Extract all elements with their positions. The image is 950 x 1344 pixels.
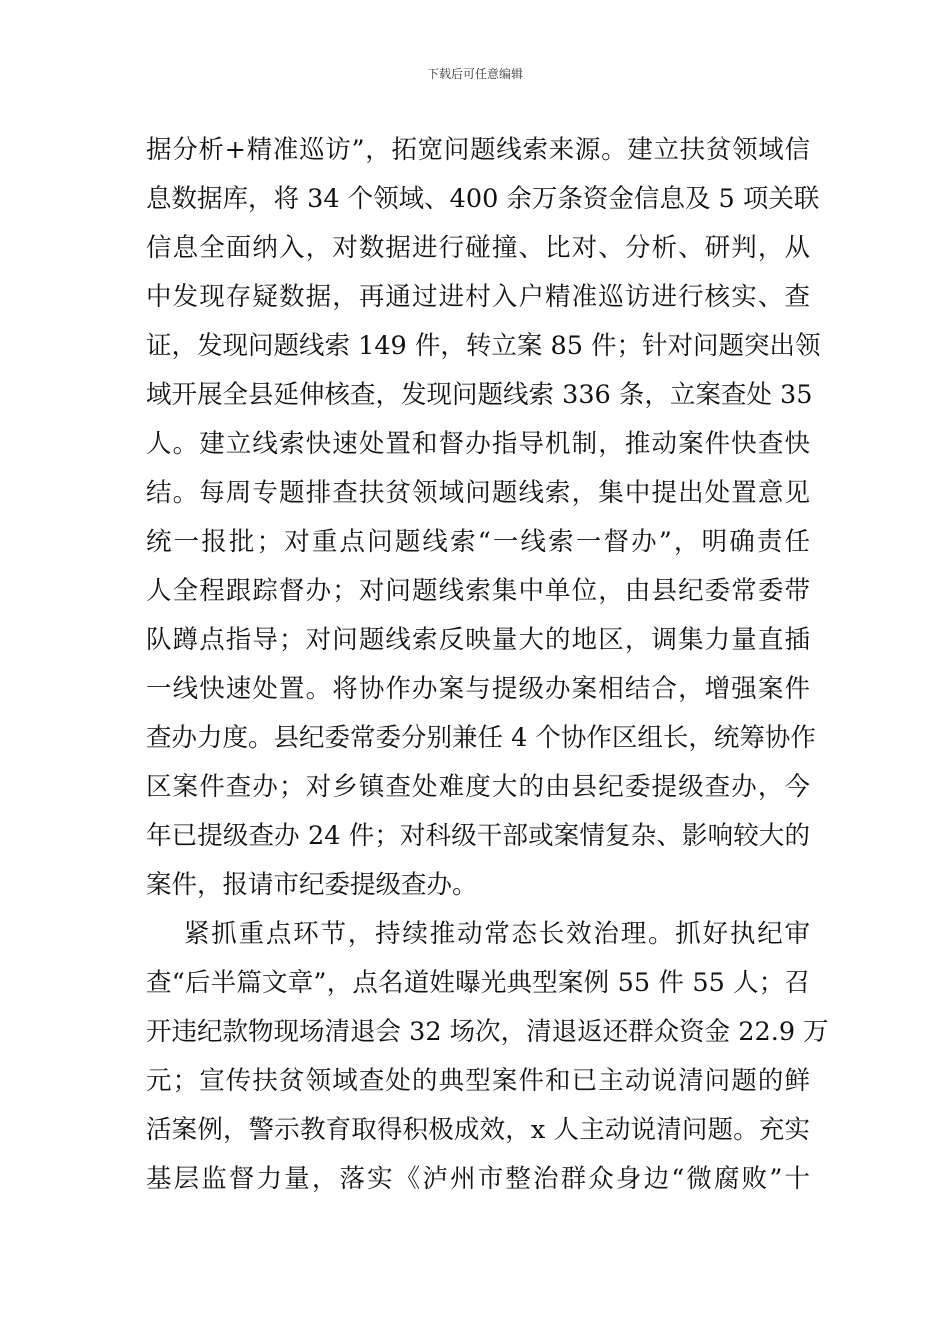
text-line: 结。每周专题排查扶贫领域问题线索，集中提出处置意见	[146, 478, 810, 508]
text-line: 域开展全县延伸核查，发现问题线索 336 条，立案查处 35	[146, 380, 813, 410]
text-line: 中发现存疑数据，再通过进村入户精准巡访进行核实、查	[146, 282, 810, 312]
text-line: 息数据库，将 34 个领域、400 余万条资金信息及 5 项关联	[146, 184, 820, 214]
text-line: 活案例，警示教育取得积极成效，x 人主动说清问题。充实	[146, 1115, 810, 1145]
text-line: 证，发现问题线索 149 件，转立案 85 件；针对问题突出领	[146, 331, 821, 361]
paragraph-2	[146, 910, 829, 1204]
text-line: 据分析+精准巡访”，拓宽问题线索来源。建立扶贫领域信	[146, 135, 810, 165]
text-line: 元；宣传扶贫领域查处的典型案件和已主动说清问题的鲜	[146, 1066, 810, 1096]
text-line: 年已提级查办 24 件；对科级干部或案情复杂、影响较大的	[146, 821, 810, 851]
text-line: 区案件查办；对乡镇查处难度大的由县纪委提级查办，今	[146, 772, 810, 802]
text-line: 查办力度。县纪委常委分别兼任 4 个协作区组长，统筹协作	[146, 723, 816, 753]
text-line: 信息全面纳入，对数据进行碰撞、比对、分析、研判，从	[146, 233, 810, 263]
text-line: 查“后半篇文章”，点名道姓曝光典型案例 55 件 55 人；召	[146, 968, 810, 998]
text-line: 队蹲点指导；对问题线索反映量大的地区，调集力量直插	[146, 625, 810, 655]
text-line: 统一报批；对重点问题线索“一线索一督办”，明确责任	[146, 527, 810, 557]
text-line: 开违纪款物现场清退会 32 场次，清退返还群众资金 22.9 万	[146, 1017, 829, 1047]
paragraph-1	[146, 126, 821, 910]
text-line: 紧抓重点环节，持续推动常态长效治理。抓好执纪审	[184, 919, 810, 949]
text-line: 人全程跟踪督办；对问题线索集中单位，由县纪委常委带	[146, 576, 810, 606]
text-line: 案件，报请市纪委提级查办。	[146, 870, 478, 900]
text-line: 人。建立线索快速处置和督办指导机制，推动案件快查快	[146, 429, 810, 459]
document-body	[146, 126, 829, 1204]
page-header: 下载后可任意编辑	[426, 67, 523, 81]
text-line: 一线快速处置。将协作办案与提级办案相结合，增强案件	[146, 674, 810, 704]
text-line: 基层监督力量，落实《泸州市整治群众身边“微腐败”十	[146, 1164, 810, 1194]
